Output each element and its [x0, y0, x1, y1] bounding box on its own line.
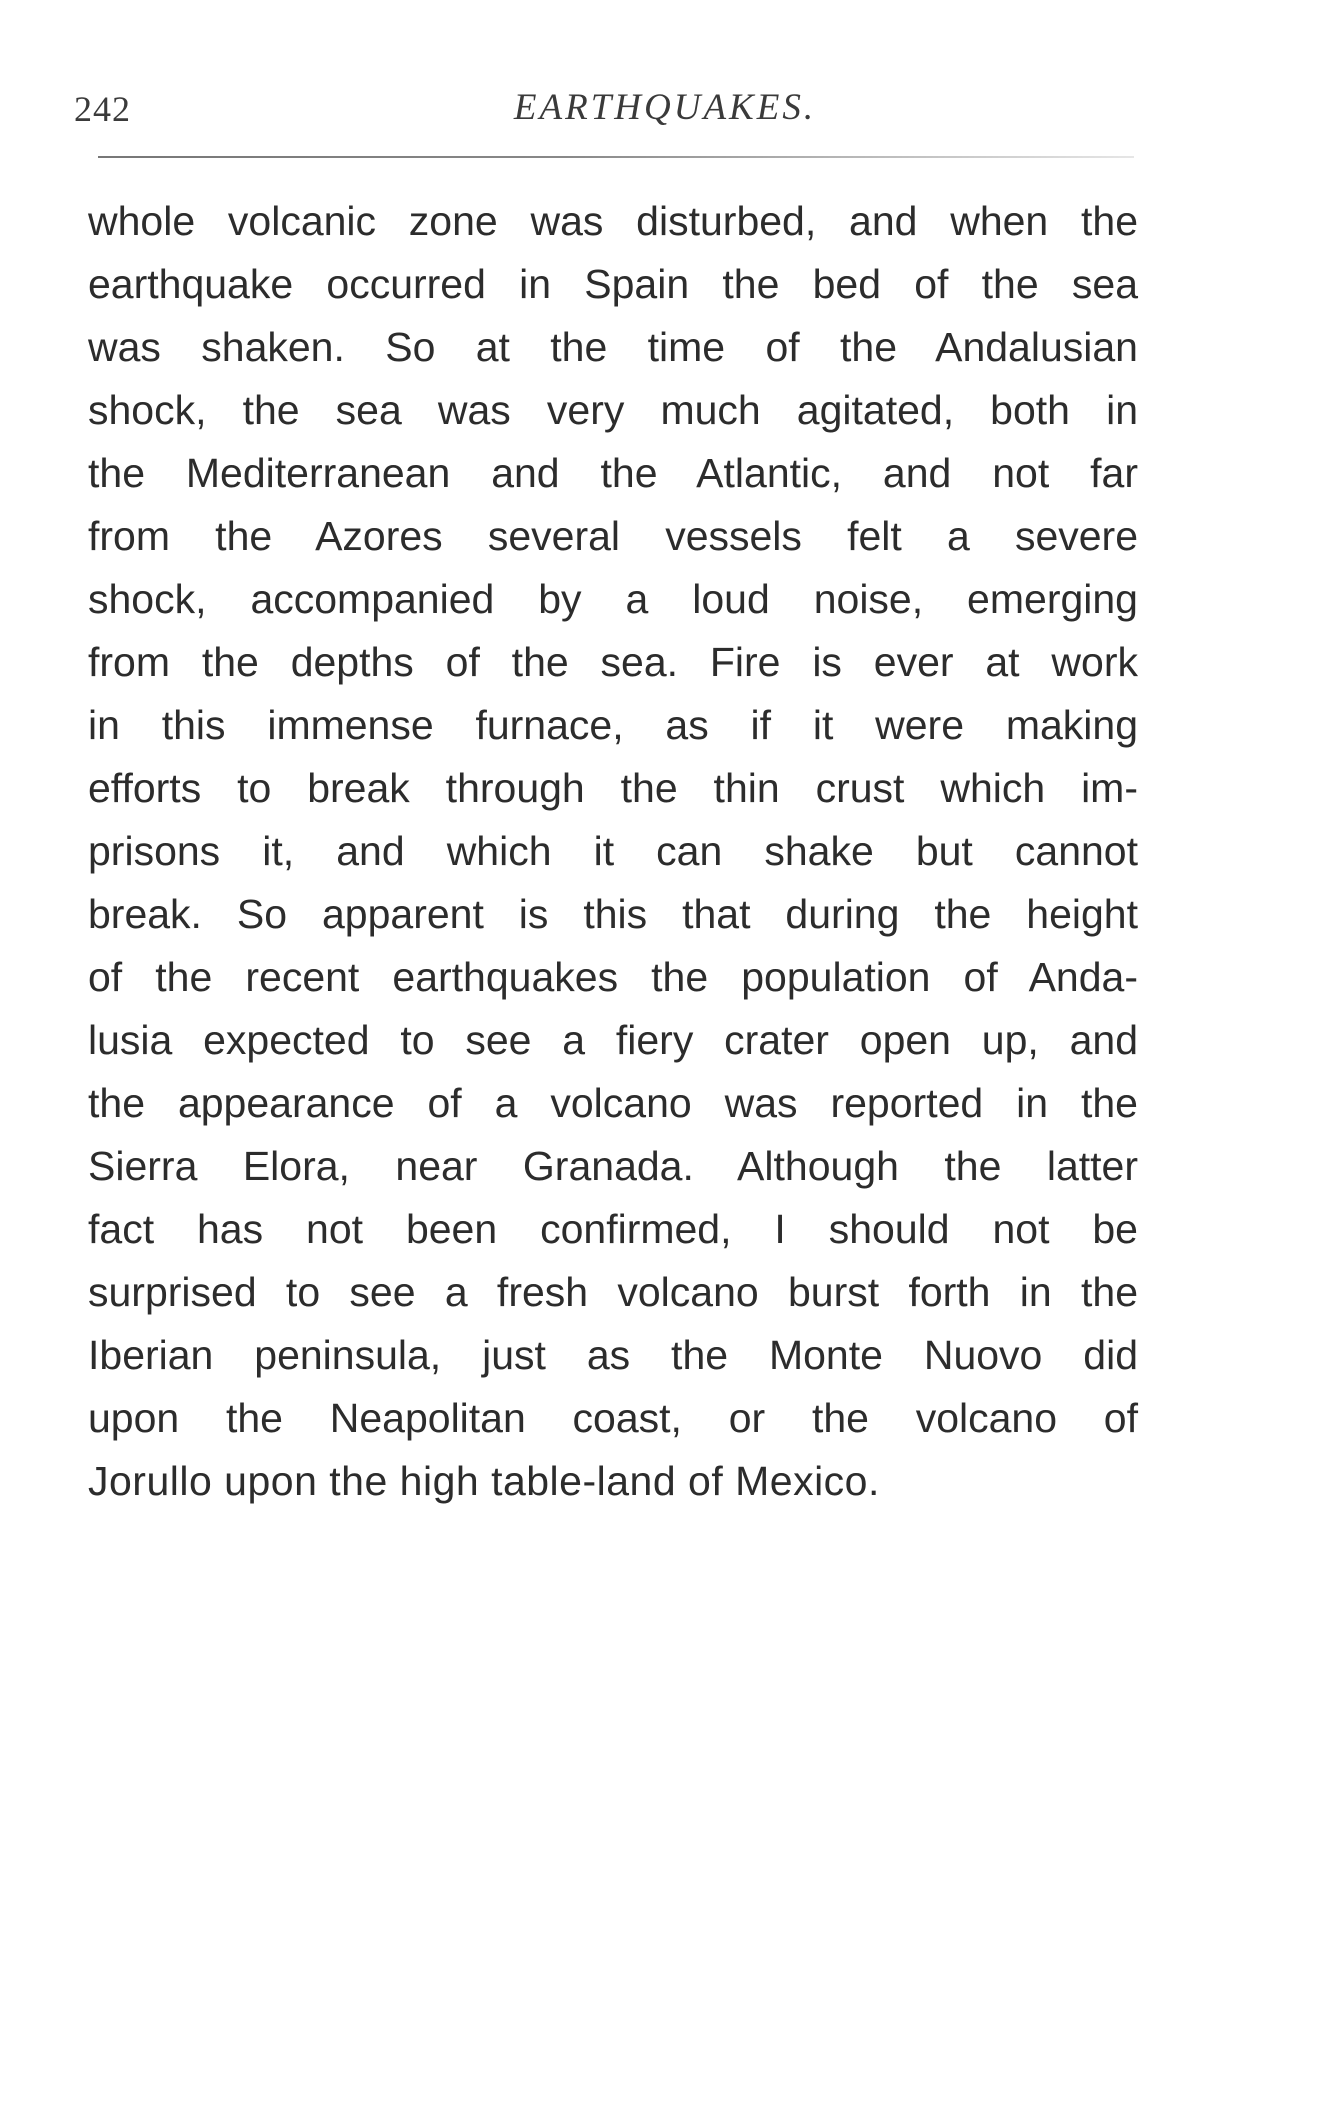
text-line: earthquake occurred in Spain the bed of the sea	[88, 261, 1138, 307]
text-line: shock, accompanied by a loud noise, emerging	[88, 576, 1138, 622]
text-line: from the Azores several vessels felt a severe	[88, 513, 1138, 559]
text-line: fact has not been confirmed, I should not be	[88, 1206, 1138, 1252]
text-line: of the recent earthquakes the population of Anda-	[88, 954, 1138, 1000]
text-line: prisons it, and which it can shake but cannot	[88, 828, 1138, 874]
text-line: in this immense furnace, as if it were making	[88, 702, 1138, 748]
text-line: the appearance of a volcano was reported in the	[88, 1080, 1138, 1126]
text-line: shock, the sea was very much agitated, both in	[88, 387, 1138, 433]
text-line: the Mediterranean and the Atlantic, and not far	[88, 450, 1138, 496]
text-line: efforts to break through the thin crust which im-	[88, 765, 1138, 811]
page-number: 242	[74, 89, 131, 129]
text-line: Sierra Elora, near Granada. Although the latter	[88, 1143, 1138, 1189]
text-line: lusia expected to see a fiery crater open up, and	[88, 1017, 1138, 1063]
text-line: upon the Neapolitan coast, or the volcano of	[88, 1395, 1138, 1441]
text-line: was shaken. So at the time of the Andalusian	[88, 324, 1138, 370]
text-line-last: Jorullo upon the high table-land of Mexico.	[88, 1458, 880, 1504]
text-line: from the depths of the sea. Fire is ever at work	[88, 639, 1138, 685]
text-line: whole volcanic zone was disturbed, and when the	[88, 198, 1138, 244]
text-line: Iberian peninsula, just as the Monte Nuovo did	[88, 1332, 1138, 1378]
body-paragraph	[88, 190, 1138, 1513]
text-line: surprised to see a fresh volcano burst forth in the	[88, 1269, 1138, 1315]
header-rule	[98, 156, 1134, 158]
text-line: break. So apparent is this that during the height	[88, 891, 1138, 937]
running-title: EARTHQUAKES.	[513, 87, 817, 128]
